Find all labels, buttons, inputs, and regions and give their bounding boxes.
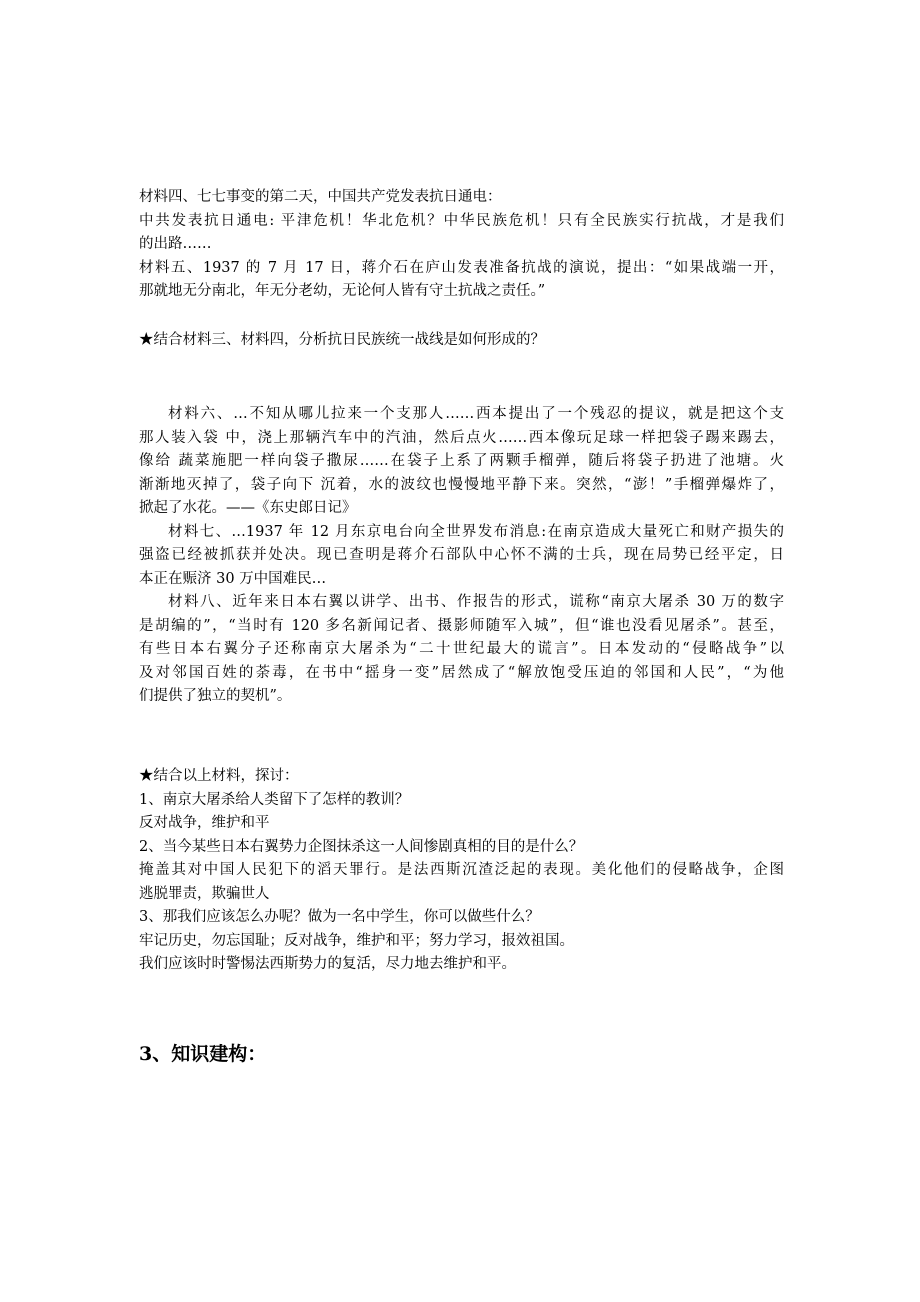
material-8-line: 有些日本右翼分子还称南京大屠杀为“二十世纪最大的谎言”。日本发动的“侵略战争”以: [139, 641, 784, 657]
material-7-line: 强盗已经被抓获并处决。现已查明是蒋介石部队中心怀不满的士兵，现在局势已经平定，日: [139, 547, 784, 563]
discussion-answer: 我们应该时时警惕法西斯势力的复活，尽力地去维护和平。: [139, 956, 516, 972]
discussion-answer: 反对战争，维护和平: [139, 815, 270, 831]
discussion-answer: 掩盖其对中国人民犯下的滔天罪行。是法西斯沉渣泛起的表现。美化他们的侵略战争，企图: [139, 862, 784, 878]
material-6-line: 渐渐地灭掉了，袋子向下 沉着，水的波纹也慢慢地平静下来。突然，“澎！”手榴弹爆炸了，: [139, 476, 784, 493]
material-6-line: 掀起了水花。——《东史郎日记》: [139, 500, 357, 516]
material-6-line: 那人装入袋 中，浇上那辆汽车中的汽油，然后点火……西本像玩足球一样把袋子踢来踢去，: [139, 429, 784, 446]
question-united-front: [139, 329, 784, 353]
material-4-body-line: 的出路……: [139, 236, 212, 252]
material-7-line: 材料七、…1937 年 12 月东京电台向全世界发布消息:在南京造成大量死亡和财产损失的: [168, 523, 784, 540]
material-6-line: 像给 蔬菜施肥一样向袋子撒尿……在袋子上系了两颗手榴弹，随后将袋子扔进了池塘。火: [139, 453, 784, 469]
discussion-question: 3、那我们应该怎么办呢？做为一名中学生，你可以做些什么？: [139, 909, 540, 925]
material-5-line: 材料五、1937 的 7 月 17 日，蒋介石在庐山发表准备抗战的演说，提出：“如果战端一开，: [139, 259, 784, 276]
discussion-question: 2、当今某些日本右翼势力企图抹杀这一人间惨剧真相的目的是什么？: [139, 838, 584, 855]
materials-6-8: [139, 403, 784, 709]
material-6-line: 材料六、…不知从哪儿拉来一个支那人……西本提出了一个残忍的提议，就是把这个支: [168, 406, 784, 422]
discussion-question: 1、南京大屠杀给人类留下了怎样的教训？: [139, 791, 410, 808]
materials-4-5: [139, 186, 784, 304]
material-7-line: 本正在赈济 30 万中国难民…: [139, 570, 327, 587]
material-4-body-line: 中共发表抗日通电: 平津危机！华北危机？中华民族危机！只有全民族实行抗战，才是我们: [139, 212, 784, 229]
question-text: ★结合材料三、材料四，分析抗日民族统一战线是如何形成的？: [139, 332, 545, 348]
material-4-title: 材料四、七七事变的第二天，中国共产党发表抗日通电：: [139, 189, 502, 205]
material-8-line: 材料八、近年来日本右翼以讲学、出书、作报告的形式，谎称“南京大屠杀 30 万的数字: [168, 594, 784, 610]
discussion-section: [139, 765, 784, 977]
discussion-answer: 牢记历史，勿忘国耻；反对战争，维护和平；努力学习，报效祖国。: [139, 932, 574, 949]
material-8-line: 及对邻国百姓的荼毒，在书中“摇身一变”居然成了“解放饱受压迫的邻国和人民”，“为他: [139, 664, 784, 681]
discussion-answer: 逃脱罪责，欺骗世人: [139, 885, 270, 902]
material-8-line: 是胡编的”，“当时有 120 多名新闻记者、摄影师随军入城”，但“谁也没看见屠杀”。甚至，: [139, 617, 784, 634]
material-5-line: 那就地无分南北，年无分老幼，无论何人皆有守土抗战之责任。”: [139, 283, 546, 299]
material-8-line: 们提供了独立的契机”。: [139, 688, 292, 704]
discussion-intro: ★结合以上材料，探讨：: [139, 768, 299, 784]
section-heading: 3、知识建构：: [139, 1043, 267, 1065]
